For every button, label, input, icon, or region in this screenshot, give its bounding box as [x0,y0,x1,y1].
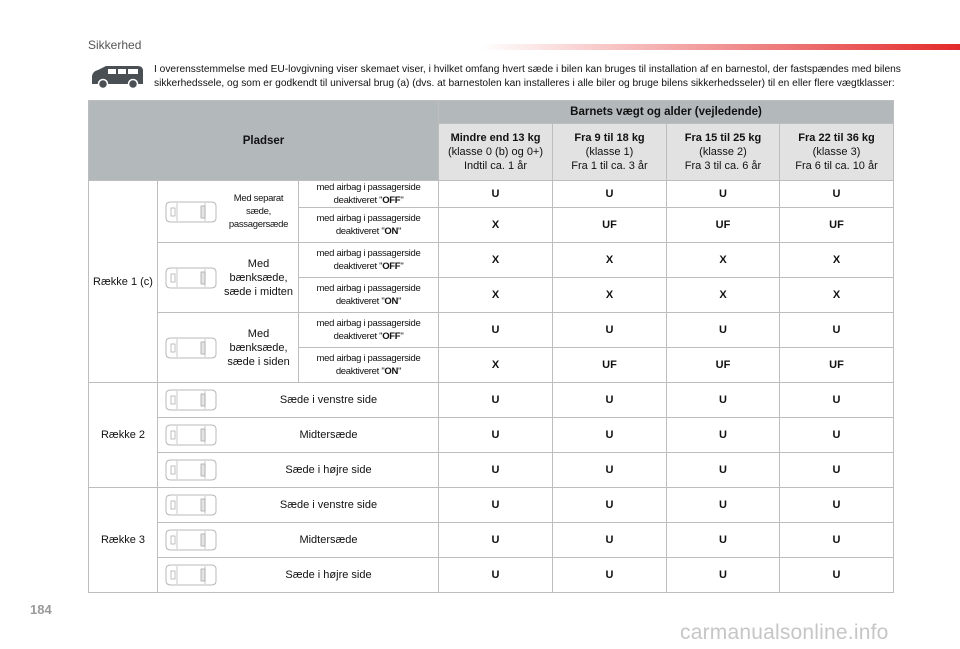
seat-position-label: Sæde i venstre side [279,394,378,406]
table-cell: U [780,418,894,453]
header-accent-line [480,44,960,50]
table-cell: U [780,313,894,348]
table-cell: U [667,453,780,488]
table-cell: X [439,208,553,243]
column-title: Fra 15 til 25 kg [684,132,762,144]
column-title: Fra 9 til 18 kg [574,132,645,144]
page-number: 184 [30,602,52,617]
table-cell: UF [553,208,667,243]
airbag-status: med airbag i passagerside deaktiveret "OFF" [299,181,439,208]
car-topview-icon [163,266,219,290]
table-cell: X [553,243,667,278]
column-age: Indtil ca. 1 år [464,160,527,172]
table-cell: U [439,383,553,418]
table-row [89,558,894,593]
table-cell: UF [780,208,894,243]
car-topview-icon [163,493,219,517]
table-cell: U [439,313,553,348]
seat-position-label: Med separat sæde, passagersæde [228,193,289,230]
car-topview-icon [163,200,219,224]
airbag-status: med airbag i passagerside deaktiveret "OFF" [299,243,439,278]
table-cell: U [667,181,780,208]
table-row [89,488,894,523]
airbag-status: med airbag i passagerside deaktiveret "ON" [299,348,439,383]
table-cell: U [439,453,553,488]
table-cell: U [439,523,553,558]
table-cell: U [667,383,780,418]
row-label: Række 3 [89,488,158,593]
table-row [89,181,894,208]
table-cell: U [553,488,667,523]
column-age: Fra 3 til ca. 6 år [684,160,762,172]
airbag-status: med airbag i passagerside deaktiveret "ON" [299,208,439,243]
seat-position [158,418,439,453]
car-topview-icon [163,388,219,412]
pladser-header: Pladser [89,101,439,181]
van-icon [88,62,146,90]
table-cell: X [439,348,553,383]
car-topview-icon [163,458,219,482]
table-cell: U [667,523,780,558]
table-row [89,523,894,558]
intro-text: I overensstemmelse med EU-lovgivning viser skemaet viser, i hvilket omfang hvert sæde i bilen kan bruges til installation af en barnestol, der fastspændes med bilens sikkerhedssele, og som er godkendt til universal brug (a) (dvs. at barnestolen kan installeres i alle biler og bruge bilens sikkerhedsseler) til en eller flere vægtklasser: [154,64,901,89]
weight-age-header: Barnets vægt og alder (vejledende) [439,101,894,124]
seat-position [158,313,299,383]
watermark: carmanualsonline.info [680,621,889,644]
seat-position-label: Midtersæde [299,534,358,546]
table-row [89,243,894,278]
table-cell: U [667,488,780,523]
table-cell: UF [667,208,780,243]
car-topview-icon [163,563,219,587]
seat-position-label: Sæde i venstre side [279,499,378,511]
table-cell: X [439,278,553,313]
column-class: (klasse 3) [812,146,861,158]
car-topview-icon [163,528,219,552]
seat-position-label: Med bænksæde, sæde i siden [227,327,290,368]
table-cell: U [780,558,894,593]
table-cell: U [439,181,553,208]
seat-position [158,488,439,523]
table-cell: U [553,523,667,558]
table-cell: U [553,181,667,208]
column-title: Mindre end 13 kg [450,132,541,144]
column-header [667,124,780,181]
seat-position-label: Sæde i højre side [285,569,372,581]
table-cell: U [780,523,894,558]
table-cell: U [553,418,667,453]
table-cell: U [667,313,780,348]
table-row [89,313,894,348]
column-header [553,124,667,181]
table-cell: X [439,243,553,278]
table-cell: U [780,383,894,418]
table-cell: UF [780,348,894,383]
seat-position [158,383,439,418]
table-cell: U [780,488,894,523]
table-cell: U [780,453,894,488]
table-cell: U [553,453,667,488]
section-title: Sikkerhed [88,38,142,52]
table-cell: U [553,313,667,348]
seat-position [158,181,299,243]
seat-position-label: Sæde i højre side [285,464,372,476]
column-title: Fra 22 til 36 kg [798,132,875,144]
table-cell: U [667,558,780,593]
column-age: Fra 1 til ca. 3 år [571,160,648,172]
table-cell: U [667,418,780,453]
table-cell: U [553,558,667,593]
column-class: (klasse 0 (b) og 0+) [447,146,544,158]
car-topview-icon [163,423,219,447]
column-header [780,124,894,181]
table-row [89,383,894,418]
table-cell: U [553,383,667,418]
seat-position [158,453,439,488]
table-cell: UF [667,348,780,383]
seat-position [158,523,439,558]
table-row [89,453,894,488]
table-cell: X [553,278,667,313]
airbag-status: med airbag i passagerside deaktiveret "OFF" [299,313,439,348]
car-topview-icon [163,336,219,360]
column-class: (klasse 1) [585,146,634,158]
column-class: (klasse 2) [699,146,747,158]
table-cell: X [667,243,780,278]
seat-position [158,243,299,313]
table-cell: U [439,558,553,593]
table-row [89,418,894,453]
table-cell: X [780,278,894,313]
row-label: Række 2 [89,383,158,488]
table-cell: X [667,278,780,313]
table-cell: X [780,243,894,278]
table-cell: U [780,181,894,208]
seat-position-label: Midtersæde [299,429,358,441]
row-label: Række 1 (c) [89,181,158,383]
column-age: Fra 6 til ca. 10 år [795,160,878,172]
seat-position [158,558,439,593]
child-seat-table [88,100,894,593]
seat-position-label: Med bænksæde, sæde i midten [223,257,294,298]
airbag-status: med airbag i passagerside deaktiveret "ON" [299,278,439,313]
column-header [439,124,553,181]
table-cell: U [439,488,553,523]
table-cell: U [439,418,553,453]
table-cell: UF [553,348,667,383]
